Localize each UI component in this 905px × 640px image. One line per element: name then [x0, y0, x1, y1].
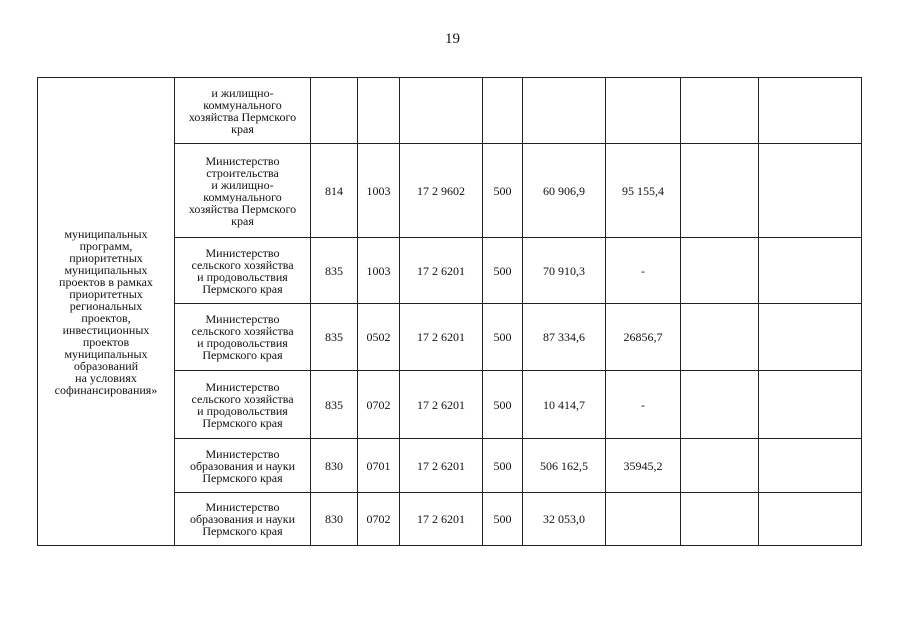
grbs-code-cell: 830 [311, 493, 358, 546]
ministry-cell [175, 304, 311, 371]
ministry-line: образования и науки [189, 458, 296, 473]
target-article-cell: 17 2 6201 [400, 238, 483, 304]
page-number: 19 [445, 31, 460, 47]
program-name-line: проектов, [81, 310, 131, 325]
amount-year1-cell: 506 162,5 [523, 439, 606, 493]
section-code-cell: 1003 [358, 238, 400, 304]
grbs-code-cell [311, 78, 358, 144]
program-name-line: муниципальных [64, 346, 148, 361]
target-article-cell [400, 78, 483, 144]
amount-col9-cell [759, 493, 862, 546]
amount-year1-cell: 10 414,7 [523, 371, 606, 439]
program-name-line: муниципальных [64, 226, 148, 241]
ministry-line: хозяйства Пермского [188, 109, 297, 124]
ministry-cell [175, 371, 311, 439]
section-code-cell: 0502 [358, 304, 400, 371]
ministry-line: Пермского края [202, 470, 283, 485]
amount-col9-cell [759, 439, 862, 493]
amount-col8-cell [681, 78, 759, 144]
ministry-line: и продовольствия [197, 336, 288, 350]
amount-col8-cell [681, 238, 759, 304]
amount-year1-cell: 87 334,6 [523, 304, 606, 371]
target-article-cell: 17 2 6201 [400, 371, 483, 439]
ministry-line: сельского хозяйства [191, 324, 294, 338]
section-code-cell: 1003 [358, 144, 400, 238]
program-name-line: приоритетных [69, 250, 143, 265]
ministry-line: Пермского края [202, 415, 283, 430]
program-name-line: проектов в рамках [59, 274, 153, 289]
amount-col9-cell [759, 304, 862, 371]
ministry-line: края [231, 213, 254, 228]
program-name-line: софинансирования» [54, 382, 158, 397]
ministry-line: коммунального [203, 97, 282, 112]
program-name-cell [38, 78, 175, 546]
grbs-code-cell: 835 [311, 238, 358, 304]
ministry-line: и продовольствия [197, 269, 288, 284]
ministry-line: сельского хозяйства [191, 257, 294, 272]
expense-type-cell [483, 78, 523, 144]
ministry-cell [175, 78, 311, 144]
amount-col9-cell [759, 371, 862, 439]
section-code-cell: 0702 [358, 493, 400, 546]
ministry-line: Министерство [205, 245, 280, 260]
section-code-cell: 0701 [358, 439, 400, 493]
amount-year2-cell: - [606, 238, 681, 304]
program-name-line: на условиях [75, 370, 137, 385]
amount-col9-cell [759, 238, 862, 304]
ministry-line: и продовольствия [197, 403, 288, 418]
grbs-code-cell: 814 [311, 144, 358, 238]
section-code-cell: 0702 [358, 371, 400, 439]
ministry-cell [175, 439, 311, 493]
amount-year2-cell: 95 155,4 [606, 144, 681, 238]
ministry-line: образования и науки [189, 512, 296, 526]
ministry-cell [175, 493, 311, 546]
amount-year2-cell: 26856,7 [606, 304, 681, 371]
program-name-line: приоритетных [69, 286, 143, 301]
grbs-code-cell: 835 [311, 371, 358, 439]
amount-col8-cell [681, 493, 759, 546]
expense-type-cell: 500 [483, 304, 523, 371]
program-name-line: региональных [69, 298, 143, 313]
ministry-line: Министерство [205, 500, 280, 514]
ministry-line: и жилищно- [211, 85, 274, 100]
amount-year2-cell: - [606, 371, 681, 439]
ministry-line: Пермского края [202, 348, 283, 362]
ministry-line: края [231, 121, 254, 136]
ministry-line: коммунального [203, 189, 282, 204]
ministry-line: Министерство [205, 446, 280, 461]
amount-col8-cell [681, 144, 759, 238]
amount-col8-cell [681, 439, 759, 493]
ministry-cell [175, 238, 311, 304]
amount-col9-cell [759, 78, 862, 144]
amount-year2-cell [606, 493, 681, 546]
amount-year1-cell: 60 906,9 [523, 144, 606, 238]
ministry-line: Пермского края [202, 281, 283, 296]
expense-type-cell: 500 [483, 493, 523, 546]
grbs-code-cell: 835 [311, 304, 358, 371]
amount-col8-cell [681, 304, 759, 371]
program-name-line: инвестиционных [62, 322, 150, 337]
program-name-line: проектов [82, 334, 130, 349]
program-name-line: муниципальных [64, 262, 148, 277]
expense-type-cell: 500 [483, 144, 523, 238]
amount-year2-cell [606, 78, 681, 144]
amount-year1-cell [523, 78, 606, 144]
program-name-line: программ, [79, 238, 133, 253]
expense-type-cell: 500 [483, 371, 523, 439]
target-article-cell: 17 2 9602 [400, 144, 483, 238]
ministry-line: Пермского края [202, 524, 283, 538]
amount-year1-cell: 32 053,0 [523, 493, 606, 546]
ministry-line: сельского хозяйства [191, 391, 294, 406]
amount-year2-cell: 35945,2 [606, 439, 681, 493]
amount-col8-cell [681, 371, 759, 439]
target-article-cell: 17 2 6201 [400, 493, 483, 546]
program-name-line: образований [73, 358, 139, 373]
ministry-line: Министерство [205, 153, 280, 168]
grbs-code-cell: 830 [311, 439, 358, 493]
section-code-cell [358, 78, 400, 144]
amount-col9-cell [759, 144, 862, 238]
target-article-cell: 17 2 6201 [400, 439, 483, 493]
ministry-cell [175, 144, 311, 238]
ministry-line: строительства [206, 165, 279, 180]
ministry-line: хозяйства Пермского [188, 201, 297, 216]
expense-type-cell: 500 [483, 439, 523, 493]
target-article-cell: 17 2 6201 [400, 304, 483, 371]
ministry-line: и жилищно- [211, 177, 274, 192]
ministry-line: Министерство [205, 379, 280, 394]
expense-type-cell: 500 [483, 238, 523, 304]
table-row [38, 78, 862, 144]
budget-table [37, 77, 862, 546]
ministry-line: Министерство [205, 312, 280, 326]
amount-year1-cell: 70 910,3 [523, 238, 606, 304]
